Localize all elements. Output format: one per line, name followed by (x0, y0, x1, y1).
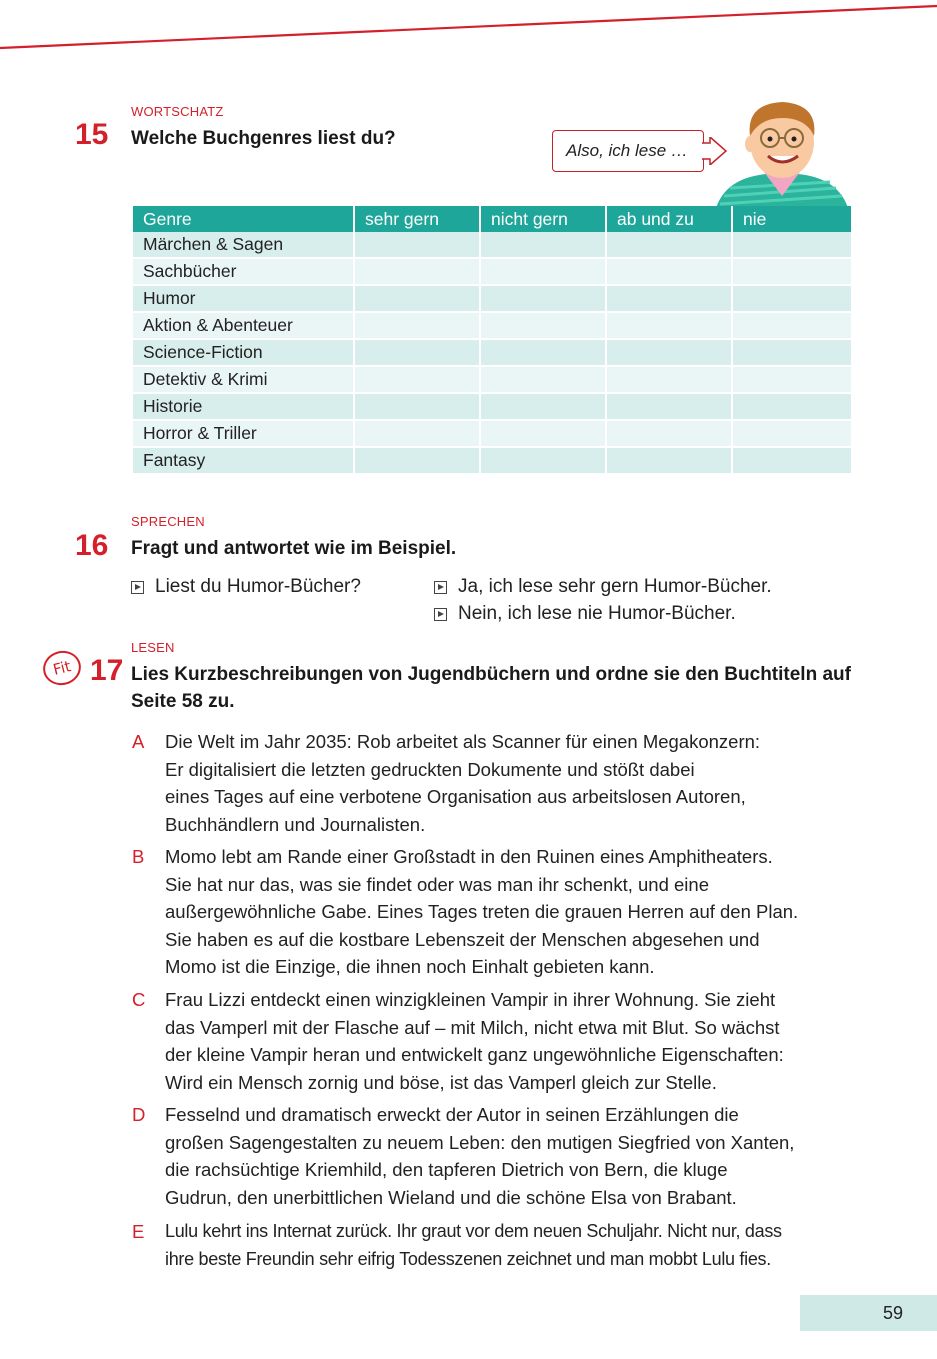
list-item (132, 986, 872, 1096)
genre-cell: Horror & Triller (133, 420, 354, 447)
example-answer-no (434, 603, 736, 625)
answer-cell[interactable] (732, 258, 851, 285)
table-row (133, 420, 851, 447)
answer-cell[interactable] (480, 285, 606, 312)
play-icon[interactable] (434, 581, 447, 594)
list-item (132, 843, 872, 981)
item-letter: E (132, 1221, 145, 1242)
play-icon[interactable] (131, 581, 144, 594)
item-text: Frau Lizzi entdeckt einen winzigkleinen Vampir in ihrer Wohnung. Sie zieht das Vamperl mit der Flasche auf – mit Milch, nicht etwa mit Blut. So wächst der kleine Vampir heran und entwickelt ganz ungewöhnliche Eigenschaften: Wird ein Mensch zornig und böse, ist das Vamperl gleich zur Stelle. (165, 989, 784, 1093)
item-text: Die Welt im Jahr 2035: Rob arbeitet als Scanner für einen Megakonzern: Er digitalisiert die letzten gedruckten Dokumente und stößt dabei eines Tages auf eine verbotene Organisation aus arbeitslosen Autoren, Buchhändlern und Journalisten. (165, 731, 761, 835)
answer-cell[interactable] (606, 447, 732, 474)
table-row (133, 285, 851, 312)
item-text: Momo lebt am Rande einer Großstadt in den Ruinen eines Amphitheaters. Sie hat nur das, was sie findet oder was man ihr schenkt, und eine außergewöhnliche Gabe. Eines Tages treten die grauen Herren auf den Plan. Sie haben es auf die kostbare Lebenszeit der Menschen abgesehen und Momo ist die Einzige, die ihnen noch Einhalt gebieten kann. (165, 846, 799, 977)
answer-cell[interactable] (480, 232, 606, 258)
answer-cell[interactable] (732, 232, 851, 258)
header-nie: nie (732, 206, 851, 232)
genre-cell: Fantasy (133, 447, 354, 474)
answer-cell[interactable] (354, 232, 480, 258)
top-red-rule (0, 0, 937, 60)
answer-cell[interactable] (732, 312, 851, 339)
genre-cell: Märchen & Sagen (133, 232, 354, 258)
table-row (133, 447, 851, 474)
fit-badge-icon: Fit (39, 647, 84, 689)
genre-cell: Aktion & Abenteuer (133, 312, 354, 339)
page-number: 59 (800, 1295, 937, 1331)
answer-cell[interactable] (354, 393, 480, 420)
genre-cell: Detektiv & Krimi (133, 366, 354, 393)
ex17-title-line1: Lies Kurzbeschreibungen von Jugendbüchern und ordne sie den Buchtiteln auf (131, 664, 851, 685)
header-nicht-gern: nicht gern (480, 206, 606, 232)
answer-cell[interactable] (480, 258, 606, 285)
answer-cell[interactable] (732, 366, 851, 393)
list-item (132, 728, 872, 838)
example-question-text: Liest du Humor-Bücher? (155, 576, 361, 597)
genre-cell: Sachbücher (133, 258, 354, 285)
genre-table (133, 206, 851, 475)
example-question (131, 576, 361, 598)
answer-cell[interactable] (480, 420, 606, 447)
answer-cell[interactable] (606, 258, 732, 285)
table-row (133, 339, 851, 366)
answer-cell[interactable] (732, 285, 851, 312)
table-row (133, 312, 851, 339)
answer-cell[interactable] (732, 339, 851, 366)
answer-cell[interactable] (480, 366, 606, 393)
answer-cell[interactable] (606, 366, 732, 393)
table-row (133, 366, 851, 393)
answer-cell[interactable] (354, 339, 480, 366)
play-icon[interactable] (434, 608, 447, 621)
ex15-category: WORTSCHATZ (131, 104, 224, 119)
table-row (133, 232, 851, 258)
ex15-number: 15 (75, 118, 109, 151)
ex16-title: Fragt und antwortet wie im Beispiel. (131, 538, 457, 559)
genre-cell: Humor (133, 285, 354, 312)
ex17-category: LESEN (131, 640, 175, 655)
example-answer-yes (434, 576, 772, 598)
answer-cell[interactable] (606, 285, 732, 312)
speech-bubble: Also, ich lese … (552, 130, 704, 172)
answer-cell[interactable] (606, 232, 732, 258)
example-answer-yes-text: Ja, ich lese sehr gern Humor-Bücher. (458, 576, 772, 597)
answer-cell[interactable] (480, 393, 606, 420)
answer-cell[interactable] (354, 420, 480, 447)
item-text: Lulu kehrt ins Internat zurück. Ihr graut vor dem neuen Schuljahr. Nicht nur, dass ihre beste Freundin sehr eifrig Todesszenen zeichnet und man mobbt Lulu fies. (165, 1221, 782, 1269)
ex17-title-line2: Seite 58 zu. (131, 691, 235, 712)
example-answer-no-text: Nein, ich lese nie Humor-Bücher. (458, 603, 736, 624)
ex16-number: 16 (75, 529, 109, 562)
list-item (132, 1101, 872, 1211)
item-letter: A (132, 731, 145, 752)
list-item (132, 1218, 872, 1273)
ex15-title: Welche Buchgenres liest du? (131, 128, 396, 149)
answer-cell[interactable] (606, 312, 732, 339)
answer-cell[interactable] (732, 420, 851, 447)
answer-cell[interactable] (354, 447, 480, 474)
answer-cell[interactable] (606, 420, 732, 447)
answer-cell[interactable] (606, 339, 732, 366)
ex17-number: 17 (90, 654, 124, 687)
header-sehr-gern: sehr gern (354, 206, 480, 232)
answer-cell[interactable] (480, 339, 606, 366)
item-text: Fesselnd und dramatisch erweckt der Autor in seinen Erzählungen die großen Sagengestalten zu neuem Leben: den mutigen Siegfried von Xanten, die rachsüchtige Kriemhild, den tapferen Dietrich von Bern, die kluge Gudrun, den unerbittlichen Wieland und die schöne Elsa von Brabant. (165, 1104, 795, 1208)
answer-cell[interactable] (354, 258, 480, 285)
genre-cell: Science-Fiction (133, 339, 354, 366)
item-letter: C (132, 989, 146, 1010)
boy-illustration-icon (706, 96, 854, 208)
answer-cell[interactable] (732, 393, 851, 420)
item-letter: B (132, 846, 145, 867)
table-row (133, 393, 851, 420)
answer-cell[interactable] (354, 312, 480, 339)
answer-cell[interactable] (354, 285, 480, 312)
item-letter: D (132, 1104, 146, 1125)
answer-cell[interactable] (354, 366, 480, 393)
ex16-category: SPRECHEN (131, 514, 205, 529)
table-row (133, 258, 851, 285)
answer-cell[interactable] (606, 393, 732, 420)
genre-table-header (133, 206, 851, 232)
answer-cell[interactable] (480, 447, 606, 474)
header-ab-und-zu: ab und zu (606, 206, 732, 232)
answer-cell[interactable] (480, 312, 606, 339)
answer-cell[interactable] (732, 447, 851, 474)
genre-cell: Historie (133, 393, 354, 420)
header-genre: Genre (133, 206, 354, 232)
